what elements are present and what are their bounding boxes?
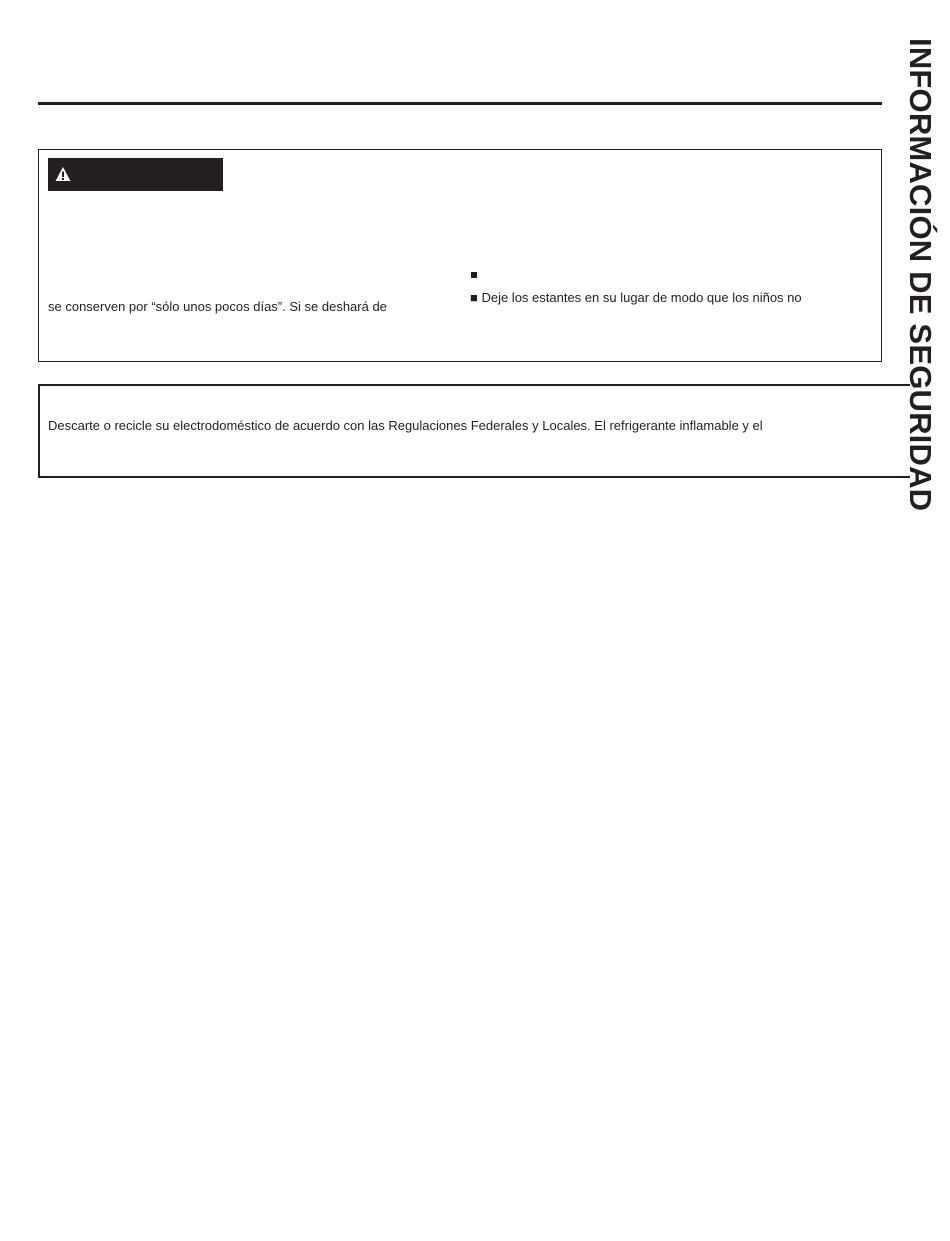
section-side-title: INFORMACIÓN DE SEGURIDAD (903, 38, 938, 512)
bullet-marker (471, 272, 477, 278)
disposal-text: Descarte o recicle su electrodoméstico de acuerdo con las Regulaciones Federales y Locales. El refrigerante inflamable y el (48, 418, 763, 433)
warning-box (38, 149, 882, 362)
header-rule (38, 102, 882, 105)
warning-banner (48, 158, 223, 191)
disposal-box (38, 384, 910, 478)
warning-triangle-icon (55, 166, 71, 182)
warning-right-bullet-text: ■ Deje los estantes en su lugar de modo que los niños no (470, 290, 802, 305)
warning-left-text: se conserven por “sólo unos pocos días”. Si se deshará de (48, 299, 387, 314)
